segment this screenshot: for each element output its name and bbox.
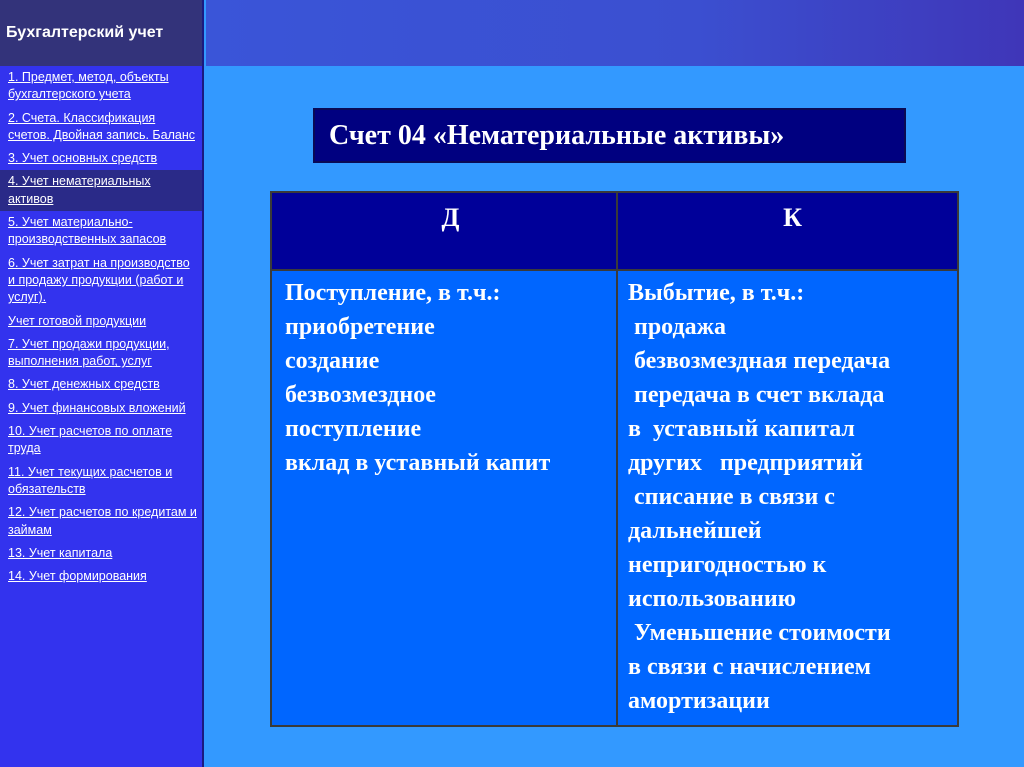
sidebar-item[interactable]: 8. Учет денежных средств (8, 377, 160, 392)
sidebar-item[interactable]: 6. Учет затрат на производство и продажу продукции (работ и услуг). (8, 255, 190, 305)
table-line: дальнейшей (628, 518, 762, 544)
table-line: продажа (628, 314, 727, 340)
sidebar-item[interactable]: 10. Учет расчетов по оплате труда (8, 424, 173, 456)
table-line: Уменьшение стоимости (628, 620, 891, 646)
table-line: вклад в уставный капит (285, 450, 551, 476)
table-line: списание в связи с (628, 484, 835, 510)
table-line: других предприятий (628, 450, 863, 476)
sidebar-item[interactable]: 1. Предмет, метод, объекты бухгалтерского учета (8, 70, 169, 102)
table-line: в связи с начислением (628, 654, 872, 680)
table-line: приобретение (285, 314, 435, 340)
sidebar-item[interactable]: 11. Учет текущих расчетов и обязательств (8, 464, 173, 496)
sidebar-item[interactable]: 3. Учет основных средств (8, 151, 158, 166)
sidebar-item[interactable]: 7. Учет продажи продукции, выполнения работ, услуг (8, 336, 170, 369)
account-table (270, 191, 959, 727)
credit-header: К (616, 193, 957, 271)
sidebar-item[interactable]: 4. Учет нематериальных активов (0, 170, 202, 211)
table-line: безвозмездная передача (628, 348, 891, 374)
header-band (206, 0, 1024, 66)
sidebar-title: Бухгалтерский учет (0, 0, 202, 66)
sidebar-nav (0, 0, 204, 767)
sidebar-item[interactable]: Учет готовой продукции (8, 313, 147, 328)
sidebar-item[interactable]: 13. Учет капитала (8, 545, 113, 560)
sidebar-menu (0, 66, 202, 588)
sidebar-item[interactable]: 12. Учет расчетов по кредитам и займам (8, 505, 197, 537)
table-line: использованию (628, 586, 797, 612)
table-line: Поступление, в т.ч.: (285, 280, 501, 306)
table-line: поступление (285, 416, 422, 442)
sidebar-item[interactable]: 14. Учет формирования (8, 569, 147, 584)
table-line: безвозмездное (285, 382, 436, 408)
debit-cell (272, 271, 616, 725)
table-line: создание (285, 348, 380, 374)
table-line: амортизации (628, 688, 770, 714)
sidebar-item[interactable]: 2. Счета. Классификация счетов. Двойная запись. Баланс (8, 110, 195, 142)
table-line: Выбытие, в т.ч.: (628, 280, 805, 306)
credit-cell (616, 271, 957, 725)
sidebar-item[interactable]: 9. Учет финансовых вложений (8, 400, 186, 415)
table-line: в уставный капитал (628, 416, 855, 442)
table-line: передача в счет вклада (628, 382, 885, 408)
table-line: непригодностью к (628, 552, 827, 578)
slide-title: Счет 04 «Нематериальные активы» (313, 108, 906, 163)
sidebar-item[interactable]: 5. Учет материально-производственных запасов (8, 215, 167, 247)
debit-header: Д (272, 193, 616, 271)
